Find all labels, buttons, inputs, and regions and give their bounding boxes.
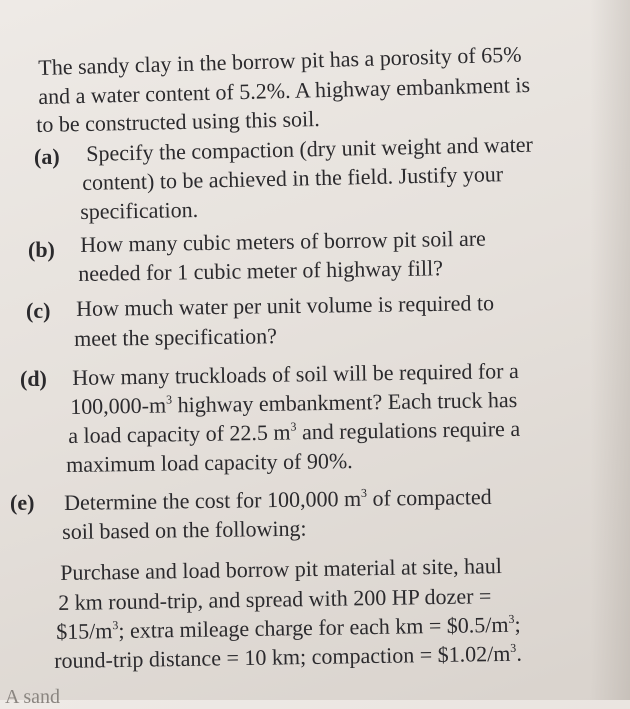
part-c-line-1: How much water per unit volume is required to [76,290,495,321]
part-b-line-1: How many cubic meters of borrow pit soil are [80,225,487,257]
part-a-line-1: Specify the compaction (dry unit weight and water [86,131,534,166]
part-c-line-2: meet the specification? [74,323,278,351]
page-edge-shadow [590,0,630,700]
part-d-line-3: a load capacity of 22.5 $m^3$ and regulations require a [68,415,521,448]
intro-line-2: and a water content of 5.2%. A highway embankment is [38,71,531,109]
cost-line-2: 2 km round-trip, and spread with 200 HP dozer = [58,583,492,615]
part-a-label: (a) [34,144,60,169]
next-problem-fragment: A sand [5,686,60,708]
cost-line-4: round-trip distance = 10 km; compaction = $\$1.02/m^3$. [54,640,523,673]
part-e-label: (e) [10,490,35,515]
intro-line-1: The sandy clay in the borrow pit has a porosity of 65% [38,41,522,80]
part-d-line-4: maximum load capacity of 90%. [66,447,353,477]
part-d-line-2: $100,000-m^3$ highway embankment? Each truck has [70,386,518,419]
part-a-line-3: specification. [80,196,199,224]
cost-line-3: $\$15/m^3$; extra mileage charge for each km = $\$0.5/m^3$; [56,611,521,644]
part-d-line-1: How many truckloads of soil will be required for a [72,357,519,390]
part-e-line-1: Determine the cost for 100,000 $m^3$ of compacted [64,484,492,515]
part-b-label: (b) [28,237,55,262]
cost-line-1: Purchase and load borrow pit material at site, haul [60,553,503,585]
part-c-label: (c) [26,298,51,323]
part-d-label: (d) [20,366,47,391]
part-e-line-2: soil based on the following: [62,515,307,544]
part-b-line-2: needed for 1 cubic meter of highway fill? [78,255,444,286]
part-a-line-2: content) to be achieved in the field. Justify your [82,161,504,195]
intro-line-3: to be constructed using this soil. [36,106,320,137]
